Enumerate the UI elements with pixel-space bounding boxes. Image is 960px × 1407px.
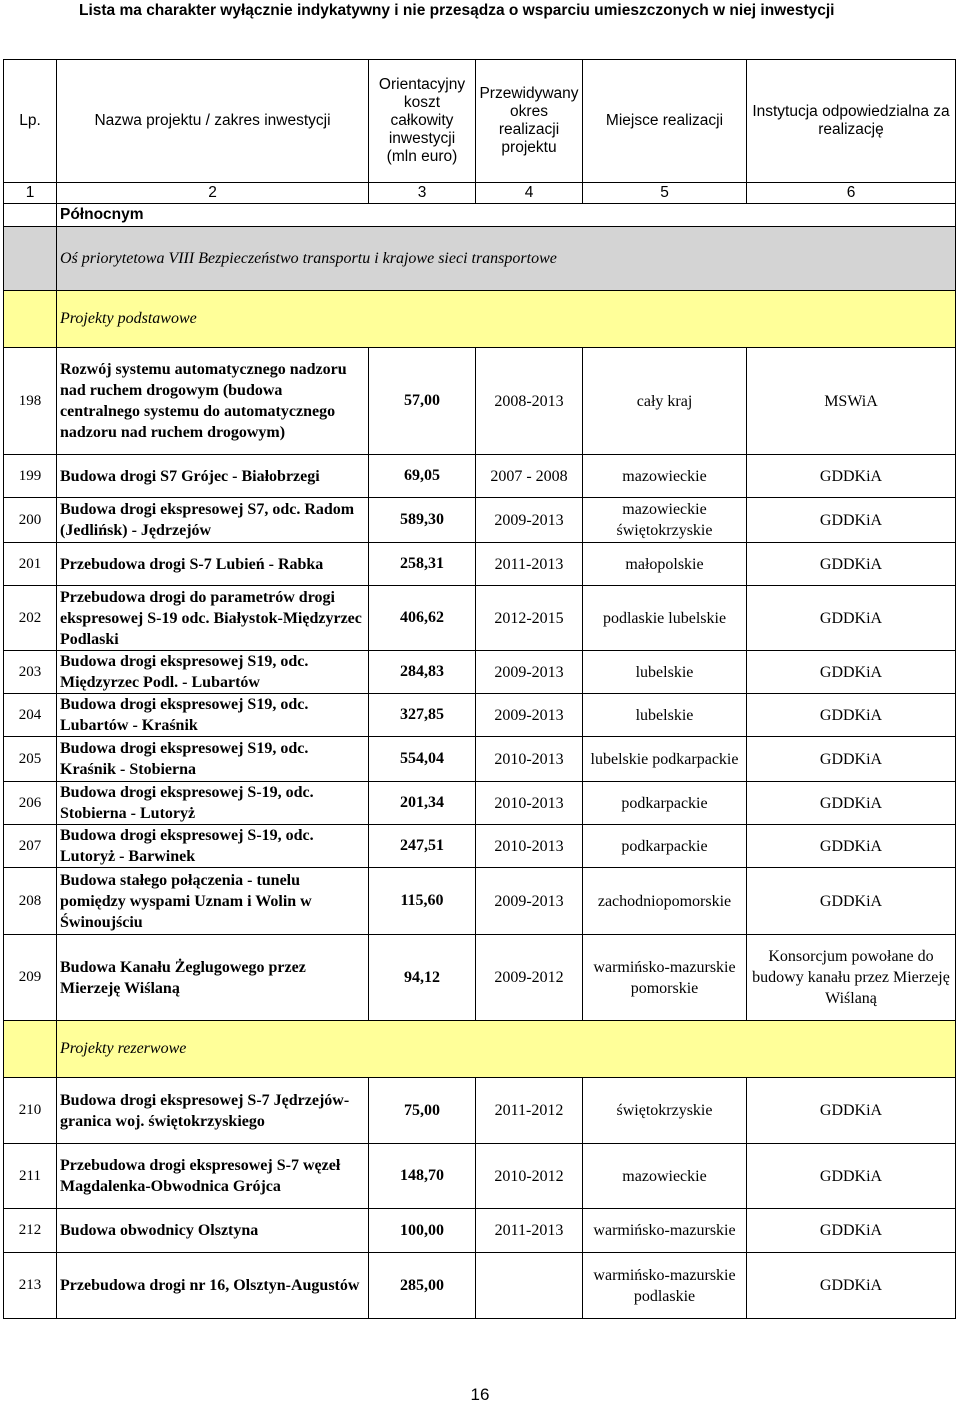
row-place: lubelskie podkarpackie [583,737,747,782]
table-row [4,543,956,586]
row-project-name: Budowa obwodnicy Olsztyna [57,1209,369,1253]
page-number: 16 [470,1385,490,1404]
row-project-name: Przebudowa drogi do parametrów drogi ekspresowej S-19 odc. Białystok-Międzyrzec Podlaski [57,586,369,651]
row-project-name: Budowa drogi ekspresowej S19, odc. Lubartów - Kraśnik [57,694,369,737]
row-institution: GDDKiA [747,868,956,935]
row-lp: 208 [4,868,57,935]
row-project-name: Przebudowa drogi ekspresowej S-7 węzeł Magdalenka-Obwodnica Grójca [57,1144,369,1209]
row-place: cały kraj [583,348,747,455]
column-number: 4 [476,183,583,204]
header-period: Przewidywany okres realizacji projektu [476,60,583,183]
table-row [4,586,956,651]
row-period: 2010-2012 [476,1144,583,1209]
region-row [4,204,956,227]
row-project-name: Budowa Kanału Żeglugowego przez Mierzeję Wiślaną [57,935,369,1021]
row-place: warmińsko-mazurskie pomorskie [583,935,747,1021]
row-project-name: Budowa drogi ekspresowej S-19, odc. Stobierna - Lutoryż [57,782,369,825]
group-basic-label: Projekty podstawowe [57,291,956,348]
row-institution: GDDKiA [747,1253,956,1319]
priority-axis-row [4,227,956,291]
row-project-name: Budowa drogi S7 Grójec - Białobrzegi [57,455,369,498]
table-row [4,935,956,1021]
row-project-name: Rozwój systemu automatycznego nadzoru nad ruchem drogowym (budowa centralnego systemu do automatycznego nadzoru nad ruchem drogowym) [57,348,369,455]
column-number: 5 [583,183,747,204]
row-cost: 75,00 [369,1078,476,1144]
column-number: 2 [57,183,369,204]
row-place: świętokrzyskie [583,1078,747,1144]
table-row [4,737,956,782]
row-institution: Konsorcjum powołane do budowy kanału przez Mierzeję Wiślaną [747,935,956,1021]
table-row [4,1253,956,1319]
column-number: 6 [747,183,956,204]
row-place: lubelskie [583,694,747,737]
row-institution: GDDKiA [747,498,956,543]
row-institution: GDDKiA [747,737,956,782]
header-lp: Lp. [4,60,57,183]
row-place: lubelskie [583,651,747,694]
row-period: 2009-2013 [476,651,583,694]
page-title: Lista ma charakter wyłącznie indykatywny i nie przesądza o wsparciu umieszczonych w niej inwestycji [79,2,835,19]
row-period: 2008-2013 [476,348,583,455]
row-cost: 148,70 [369,1144,476,1209]
row-project-name: Budowa drogi ekspresowej S19, odc. Międzyrzec Podl. - Lubartów [57,651,369,694]
row-project-name: Budowa drogi ekspresowej S7, odc. Radom (Jedlińsk) - Jędrzejów [57,498,369,543]
row-lp: 200 [4,498,57,543]
row-period: 2009-2012 [476,935,583,1021]
column-number: 1 [4,183,57,204]
header-cost: Orientacyjny koszt całkowity inwestycji (mln euro) [369,60,476,183]
row-cost: 327,85 [369,694,476,737]
row-period: 2010-2013 [476,825,583,868]
row-place: zachodniopomorskie [583,868,747,935]
table-row [4,1144,956,1209]
table-row [4,348,956,455]
row-lp: 206 [4,782,57,825]
row-lp: 199 [4,455,57,498]
row-lp: 207 [4,825,57,868]
row-cost: 285,00 [369,1253,476,1319]
investment-table [3,59,956,1319]
table-row [4,498,956,543]
table-row [4,868,956,935]
column-number: 3 [369,183,476,204]
group-reserve-row [4,1021,956,1078]
row-place: podkarpackie [583,782,747,825]
row-lp: 198 [4,348,57,455]
row-period: 2009-2013 [476,498,583,543]
group-basic-row [4,291,956,348]
row-project-name: Budowa stałego połączenia - tunelu pomiędzy wyspami Uznam i Wolin w Świnoujściu [57,868,369,935]
row-cost: 69,05 [369,455,476,498]
row-institution: GDDKiA [747,1078,956,1144]
row-institution: MSWiA [747,348,956,455]
row-project-name: Budowa drogi ekspresowej S-19, odc. Lutoryż - Barwinek [57,825,369,868]
header-name: Nazwa projektu / zakres inwestycji [57,60,369,183]
table-row [4,1078,956,1144]
row-place: warmińsko-mazurskie [583,1209,747,1253]
row-cost: 100,00 [369,1209,476,1253]
row-institution: GDDKiA [747,1144,956,1209]
row-institution: GDDKiA [747,651,956,694]
table-row [4,782,956,825]
row-project-name: Budowa drogi ekspresowej S-7 Jędrzejów- granica woj. świętokrzyskiego [57,1078,369,1144]
row-period: 2012-2015 [476,586,583,651]
row-lp: 202 [4,586,57,651]
row-lp: 211 [4,1144,57,1209]
group-reserve-label: Projekty rezerwowe [57,1021,956,1078]
row-institution: GDDKiA [747,782,956,825]
header-place: Miejsce realizacji [583,60,747,183]
row-period: 2011-2012 [476,1078,583,1144]
table-row [4,1209,956,1253]
row-cost: 258,31 [369,543,476,586]
row-cost: 247,51 [369,825,476,868]
row-period: 2007 - 2008 [476,455,583,498]
row-institution: GDDKiA [747,455,956,498]
row-cost: 57,00 [369,348,476,455]
row-place: podkarpackie [583,825,747,868]
row-lp: 209 [4,935,57,1021]
row-cost: 115,60 [369,868,476,935]
row-period: 2011-2013 [476,543,583,586]
row-cost: 406,62 [369,586,476,651]
row-period: 2009-2013 [476,868,583,935]
column-number-row [4,183,956,204]
row-place: małopolskie [583,543,747,586]
priority-axis-label: Oś priorytetowa VIII Bezpieczeństwo transportu i krajowe sieci transportowe [57,227,956,291]
row-project-name: Przebudowa drogi S-7 Lubień - Rabka [57,543,369,586]
row-institution: GDDKiA [747,1209,956,1253]
row-period: 2009-2013 [476,694,583,737]
row-cost: 554,04 [369,737,476,782]
row-place: mazowieckie świętokrzyskie [583,498,747,543]
row-lp: 213 [4,1253,57,1319]
header-institution: Instytucja odpowiedzialna za realizację [747,60,956,183]
table-row [4,694,956,737]
row-period [476,1253,583,1319]
row-place: podlaskie lubelskie [583,586,747,651]
table-row [4,651,956,694]
row-lp: 212 [4,1209,57,1253]
row-institution: GDDKiA [747,586,956,651]
table-row [4,825,956,868]
row-cost: 201,34 [369,782,476,825]
row-place: warmińsko-mazurskie podlaskie [583,1253,747,1319]
row-cost: 94,12 [369,935,476,1021]
region-label: Północnym [57,204,956,227]
header-row [4,60,956,183]
row-cost: 589,30 [369,498,476,543]
row-institution: GDDKiA [747,825,956,868]
row-institution: GDDKiA [747,694,956,737]
row-project-name: Budowa drogi ekspresowej S19, odc. Kraśnik - Stobierna [57,737,369,782]
row-period: 2010-2013 [476,737,583,782]
row-place: mazowieckie [583,455,747,498]
row-lp: 203 [4,651,57,694]
row-institution: GDDKiA [747,543,956,586]
row-period: 2010-2013 [476,782,583,825]
row-lp: 205 [4,737,57,782]
table-row [4,455,956,498]
row-place: mazowieckie [583,1144,747,1209]
row-project-name: Przebudowa drogi nr 16, Olsztyn-Augustów [57,1253,369,1319]
row-lp: 201 [4,543,57,586]
row-period: 2011-2013 [476,1209,583,1253]
row-cost: 284,83 [369,651,476,694]
row-lp: 210 [4,1078,57,1144]
row-lp: 204 [4,694,57,737]
